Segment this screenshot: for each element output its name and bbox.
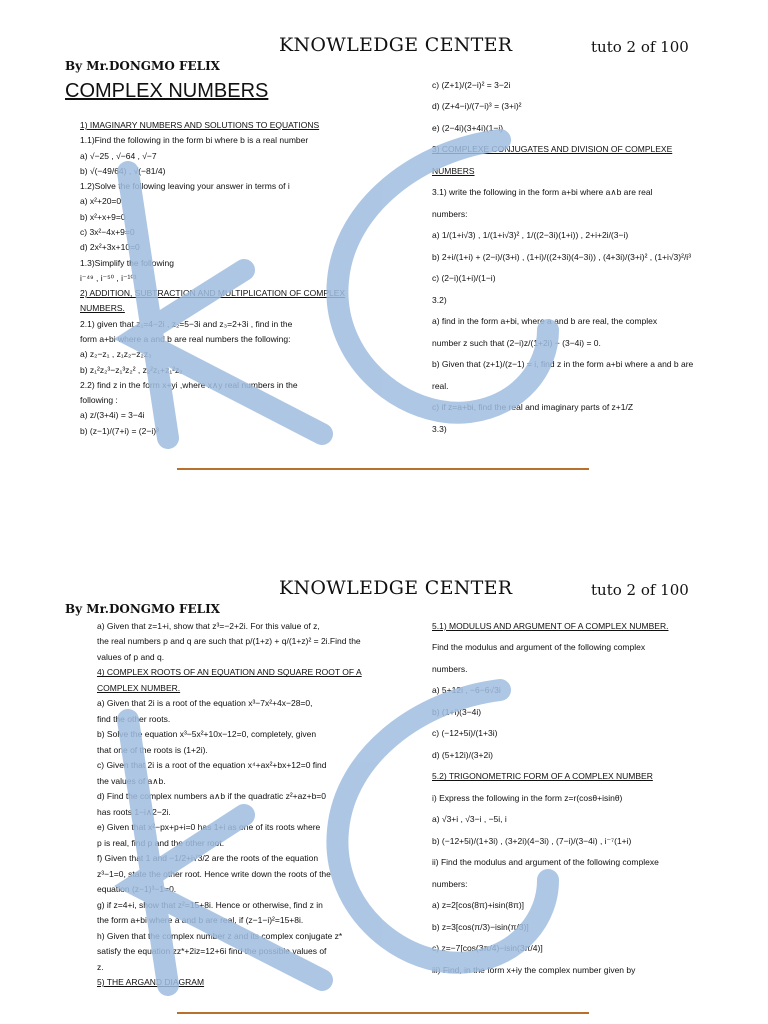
page2-left-column bbox=[97, 621, 397, 993]
page1-author: By Mr.DONGMO FELIX bbox=[65, 59, 220, 73]
text-line: has roots 1−i∧2−2i. bbox=[97, 806, 171, 817]
text-line: c) (2−i)(1+i)/(1−i) bbox=[432, 273, 496, 284]
text-line: number z such that (2−i)z/(1+2i) − (3−4i) = 0. bbox=[432, 337, 601, 348]
text-line: i) Express the following in the form z=r(cosθ+isinθ) bbox=[432, 792, 623, 803]
text-line: p is real, find p and the other root. bbox=[97, 837, 225, 848]
text-line: 3.2) bbox=[432, 294, 447, 305]
text-line: NUMBERS bbox=[432, 165, 475, 176]
text-line: a) z=2[cos(8π)+isin(8π)] bbox=[432, 900, 525, 911]
text-line: 3) COMPLEXE CONJUGATES AND DIVISION OF COMPLEXE bbox=[432, 144, 673, 155]
text-line: 5.2) TRIGONOMETRIC FORM OF A COMPLEX NUMBER bbox=[432, 771, 653, 782]
text-line: iii) Find, in the form x+iy the complex number given by bbox=[432, 964, 636, 975]
text-line: e) Given that x²−px+p+i=0 has 1+i as one of its roots where bbox=[97, 822, 321, 833]
text-line: h) Given that the complex number z and its complex conjugate z* bbox=[97, 930, 343, 941]
text-line: the real numbers p and q are such that p/(1+z) + q/(1+z)² = 2i.Find the bbox=[97, 636, 361, 647]
text-line: 1.1)Find the following in the form bi where b is a real number bbox=[80, 135, 309, 146]
text-line: b) z₁²z₂³−z₁³z₂² , z₂²z₁+z₁²z₂ bbox=[80, 364, 183, 375]
text-line: a) 1/(1+i√3) , 1/(1+i√3)² , 1/((2−3i)(1+i)) , 2+i+2i/(3−i) bbox=[432, 230, 629, 241]
text-line: NUMBERS. bbox=[80, 303, 125, 314]
text-line: numbers. bbox=[432, 663, 468, 674]
text-line: 1) IMAGINARY NUMBERS AND SOLUTIONS TO EQUATIONS bbox=[80, 120, 320, 130]
text-line: COMPLEX NUMBER. bbox=[97, 682, 181, 693]
text-line: a) Given that z=1+i, show that z³=−2+2i. For this value of z, bbox=[97, 621, 320, 631]
text-line: a) √−25 , √−64 , √−7 bbox=[80, 150, 157, 161]
text-line: f) Given that 1 and −1/2+i√3/2 are the roots of the equation bbox=[97, 853, 319, 864]
text-line: c) Given that 2i is a root of the equation x⁴+ax²+bx+12=0 find bbox=[97, 760, 327, 771]
text-line: b) 2+i/(1+i) + (2−i)/(3+i) , (1+i)/((2+3i)(4−3i)) , (4+3i)/(3+i)² , (1+i√3)²/i³ bbox=[432, 251, 692, 262]
text-line: a) Given that 2i is a root of the equation x³−7x²+4x−28=0, bbox=[97, 698, 313, 709]
text-line: values of p and q. bbox=[97, 651, 165, 662]
text-line: the values of a∧b. bbox=[97, 775, 166, 786]
text-line: b) x²+x+9=0 bbox=[80, 211, 126, 222]
text-line: numbers: bbox=[432, 208, 468, 219]
text-line: c) (Z+1)/(2−i)² = 3−2i bbox=[432, 80, 511, 90]
text-line: c) (−12+5i)/(1+3i) bbox=[432, 728, 498, 739]
text-line: d) (Z+4−i)/(7−i)³ = (3+i)² bbox=[432, 101, 522, 112]
text-line: d) 2x²+3x+10=0 bbox=[80, 242, 140, 253]
text-line: e) (2−4i)(3+4i)(1−i) bbox=[432, 122, 504, 133]
text-line: 3.3) bbox=[432, 423, 447, 434]
text-line: z. bbox=[97, 961, 104, 972]
page2-author: By Mr.DONGMO FELIX bbox=[65, 602, 220, 616]
text-line: b) (1+i)(3−4i) bbox=[432, 706, 482, 717]
page1-heading: COMPLEX NUMBERS bbox=[65, 80, 269, 102]
page1-tuto-label: tuto 2 of 100 bbox=[591, 38, 689, 56]
text-line: b) z=3[cos(π/3)−isin(π/3)] bbox=[432, 921, 529, 932]
text-line: i⁻⁴⁹ , i⁻⁵⁰ , i⁻¹⁰¹ bbox=[80, 272, 137, 283]
page2-tuto-label: tuto 2 of 100 bbox=[591, 581, 689, 599]
text-line: equation (z−1)³−1=0. bbox=[97, 884, 177, 895]
text-line: a) z/(3+4i) = 3−4i bbox=[80, 410, 145, 421]
page1-left-column bbox=[80, 120, 380, 441]
text-line: find the other roots. bbox=[97, 713, 171, 724]
text-line: d) (5+12i)/(3+2i) bbox=[432, 749, 493, 760]
text-line: c) 3x²−4x+9=0 bbox=[80, 226, 135, 237]
text-line: a) x²+20=0 bbox=[80, 196, 122, 207]
text-line: satisfy the equation zz*+2iz=12+6i find the possible values of bbox=[97, 946, 327, 957]
text-line: that one of the roots is (1+2i). bbox=[97, 744, 208, 755]
text-line: the form a+bi where a and b are real, if (z−1−i)²=15+8i. bbox=[97, 915, 304, 926]
text-line: 3.1) write the following in the form a+bi where a∧b are real bbox=[432, 187, 653, 198]
text-line: 2.1) given that z₁=4−2i , z₂=5−3i and z₃=2+3i , find in the bbox=[80, 318, 293, 329]
text-line: b) (z−1)/(7+i) = (2−i)³ bbox=[80, 425, 159, 436]
text-line: b) Given that (z+1)/(z−1) = i, find z in the form a+bi where a and b are bbox=[432, 359, 694, 370]
text-line: a) find in the form a+bi, where a and b are real, the complex bbox=[432, 316, 658, 327]
text-line: c) z=−7[cos(3π/4)−isin(3π/4)] bbox=[432, 943, 543, 954]
text-line: real. bbox=[432, 380, 449, 391]
text-line: ii) Find the modulus and argument of the following complexe bbox=[432, 857, 659, 868]
page1-title: KNOWLEDGE CENTER bbox=[279, 34, 513, 56]
text-line: 1.2)Solve the following leaving your answer in terms of i bbox=[80, 181, 290, 192]
text-line: 1.3)Simplify the following bbox=[80, 257, 175, 268]
text-line: a) 5+12i , −6−6√3i bbox=[432, 685, 501, 696]
text-line: g) if z=4+i, show that z²=15+8i. Hence or otherwise, find z in bbox=[97, 899, 323, 910]
page1-right-column bbox=[432, 80, 722, 445]
page2-right-column bbox=[432, 621, 722, 986]
text-line: b) (−12+5i)/(1+3i) , (3+2i)(4−3i) , (7−i)/(3−4i) , i⁻⁷(1+i) bbox=[432, 835, 632, 846]
text-line: following : bbox=[80, 395, 118, 406]
page1-divider bbox=[177, 468, 589, 470]
text-line: Find the modulus and argument of the following complex bbox=[432, 642, 646, 653]
page2-divider bbox=[177, 1012, 589, 1014]
text-line: a) z₂−z₁ , z₁z₂−z₂z₃ bbox=[80, 349, 152, 360]
text-line: c) if z=a+bi, find the real and imaginary parts of z+1/Z bbox=[432, 402, 634, 413]
text-line: b) Solve the equation x³−5x²+10x−12=0, completely, given bbox=[97, 729, 317, 740]
text-line: 4) COMPLEX ROOTS OF AN EQUATION AND SQUARE ROOT OF A bbox=[97, 667, 362, 678]
text-line: d) Find the complex numbers a∧b if the quadratic z²+az+b=0 bbox=[97, 791, 326, 802]
text-line: form a+bi where a and b are real numbers the following: bbox=[80, 333, 291, 344]
text-line: z³−1=0, state the other root. Hence write down the roots of the bbox=[97, 868, 331, 879]
text-line: a) √3+i , √3−i , −5i, i bbox=[432, 814, 507, 825]
page2-title: KNOWLEDGE CENTER bbox=[279, 577, 513, 599]
text-line: numbers: bbox=[432, 878, 468, 889]
text-line: 5) THE ARGAND DIAGRAM bbox=[97, 977, 205, 988]
text-line: 2.2) find z in the form x+yi ,where x∧y real numbers in the bbox=[80, 379, 298, 390]
text-line: b) √(−49/64) , √(−81/4) bbox=[80, 165, 166, 176]
text-line: 5.1) MODULUS AND ARGUMENT OF A COMPLEX NUMBER. bbox=[432, 621, 669, 631]
text-line: 2) ADDITION, SUBTRACTION AND MULTIPLICATION OF COMPLEX bbox=[80, 288, 346, 299]
